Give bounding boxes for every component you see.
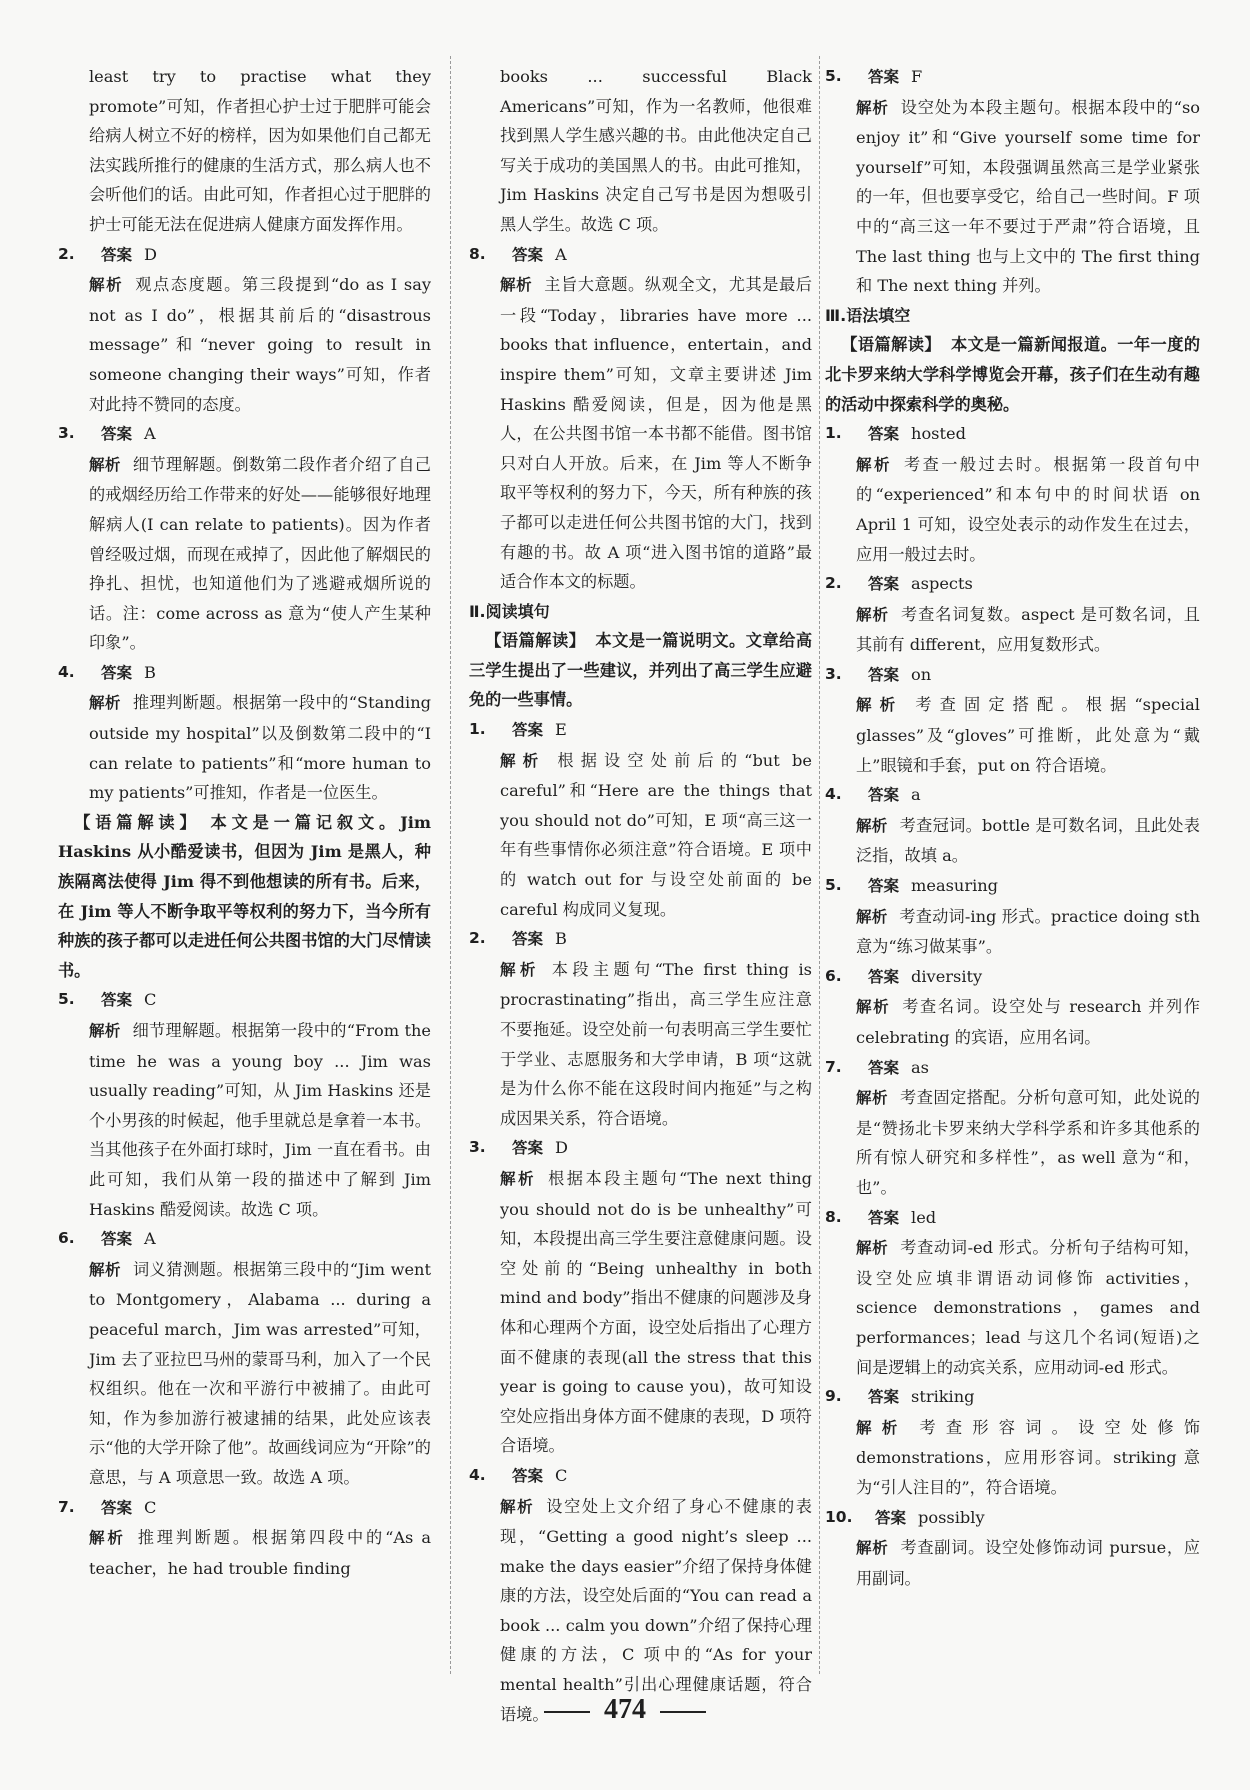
answer-label: 答案 bbox=[875, 1508, 907, 1527]
question-number: 1. bbox=[469, 720, 486, 739]
answer-line bbox=[58, 419, 431, 450]
explanation bbox=[469, 270, 812, 597]
question-number: 4. bbox=[825, 785, 842, 804]
answer-line bbox=[825, 1382, 1200, 1413]
summary-text: 本文是一篇说明文。文章给高三学生提出了一些建议，并列出了高三学生应避免的一些事情。 bbox=[469, 631, 813, 710]
question-number: 7. bbox=[58, 1497, 75, 1516]
passage-summary bbox=[825, 330, 1200, 419]
explanation bbox=[825, 450, 1200, 569]
paragraph-text: books ... successful Black Americans”可知，作为一名教师，他很难找到黑人学生感兴趣的书。由此他决定自己写关于成功的美国黑人的书。由此可推知，Jim Haskins 决定自己写书是因为想吸引黑人学生。故选 C 项。 bbox=[500, 67, 812, 234]
explanation-text: 细节理解题。根据第一段中的“From the time he was a young boy ... Jim was usually reading”可知，从 Jim Haskins 还是个小男孩的时候起，他手里就总是拿着一本书。当其他孩子在外面打球时，Jim 一直在看书。由此可知，我们从第一段的描述中了解到 Jim Haskins 酷爱阅读。故选 C 项。 bbox=[89, 1021, 431, 1219]
explanation-text: 考查动词-ed 形式。分析句子结构可知，设空处应填非谓语动词修饰 activities，science demonstrations，games and performances；lead 与这几个名词(短语)之间是逻辑上的动宾关系，应用动词-ed 形式。 bbox=[856, 1238, 1200, 1377]
explanation-label: 解析 bbox=[500, 751, 546, 770]
answer-value: on bbox=[911, 664, 932, 684]
answer-value: led bbox=[911, 1207, 937, 1227]
explanation-text: 考查名词复数。aspect 是可数名词，且其前有 different，应用复数形式。 bbox=[856, 604, 1200, 655]
explanation-label: 解析 bbox=[500, 1169, 537, 1188]
answer-line bbox=[825, 1503, 1200, 1534]
column-right bbox=[825, 62, 1200, 1593]
answer-label: 答案 bbox=[101, 425, 133, 444]
explanation bbox=[825, 1413, 1200, 1503]
explanation bbox=[825, 1533, 1200, 1593]
explanation-label: 解析 bbox=[89, 694, 121, 713]
answer-content bbox=[868, 62, 922, 93]
explanation-text: 考查固定搭配。根据“special glasses”及“gloves”可推断，此处意为“戴上”眼镜和手套，put on 符合语境。 bbox=[856, 695, 1200, 775]
explanation-text: 细节理解题。倒数第二段作者介绍了自己的戒烟经历给工作带来的好处——能够很好地理解病人(I can relate to patients)。因为作者曾经吸过烟，而现在戒掉了，因此他了解烟民的挣扎、担忧，也知道他们为了逃避戒烟所说的话。注：come across as 意为“使人产生某种印象”。 bbox=[89, 454, 431, 653]
answer-content bbox=[512, 715, 567, 746]
question-number: 2. bbox=[469, 929, 486, 948]
answer-content bbox=[101, 985, 156, 1016]
explanation-label: 解析 bbox=[856, 1539, 889, 1558]
answer-line bbox=[469, 1461, 812, 1492]
column-divider bbox=[450, 56, 451, 1674]
explanation bbox=[825, 600, 1200, 660]
explanation bbox=[825, 1083, 1200, 1202]
answer-value: C bbox=[555, 1465, 568, 1485]
explanation-label: 解析 bbox=[89, 1529, 126, 1548]
explanation-text: 考查固定搭配。分析句意可知，此处说的是“赞扬北卡罗来纳大学科学系和许多其他系的所有惊人研究和多样性”，as well 意为“和，也”。 bbox=[856, 1088, 1200, 1197]
answer-value: B bbox=[144, 662, 156, 682]
answer-content bbox=[101, 1493, 156, 1524]
answer-value: C bbox=[144, 990, 157, 1010]
continued-text bbox=[58, 62, 431, 240]
answer-label: 答案 bbox=[101, 663, 133, 682]
explanation-label: 解析 bbox=[500, 276, 533, 295]
answer-label: 答案 bbox=[868, 425, 900, 444]
summary-text: 本文是一篇新闻报道。一年一度的北卡罗来纳大学科学博览会开幕，孩子们在生动有趣的活动中探索科学的奥秘。 bbox=[825, 335, 1201, 414]
explanation-text: 考查名词。设空处与 research 并列作 celebrating 的宾语，应用名词。 bbox=[856, 997, 1200, 1047]
answer-value: B bbox=[555, 929, 567, 949]
answer-value: A bbox=[144, 424, 156, 444]
explanation-text: 考查形容词。设空处修饰 demonstrations，应用形容词。striking 意为“引人注目的”，符合语境。 bbox=[856, 1417, 1200, 1497]
section-heading: Ⅲ.语法填空 bbox=[825, 305, 911, 325]
answer-line bbox=[825, 962, 1200, 993]
question-number: 3. bbox=[469, 1138, 486, 1157]
answer-value: D bbox=[144, 244, 157, 264]
answer-line bbox=[825, 780, 1200, 811]
answer-value: measuring bbox=[911, 876, 999, 896]
paragraph-text: least try to practise what they promote”可知，作者担心护士过于肥胖可能会给病人树立不好的榜样，因为如果他们自己都无法实践所推行的健康的生活方式，那么病人也不会听他们的话。由此可知，作者担心过于肥胖的护士可能无法在促进病人健康方面发挥作用。 bbox=[89, 67, 431, 234]
answer-label: 答案 bbox=[868, 1388, 900, 1407]
question-number: 4. bbox=[58, 662, 75, 681]
answer-value: a bbox=[911, 785, 921, 805]
answer-label: 答案 bbox=[512, 930, 544, 949]
explanation-label: 解析 bbox=[856, 605, 889, 624]
question-number: 6. bbox=[825, 966, 842, 985]
question-number: 5. bbox=[825, 67, 842, 85]
answer-value: hosted bbox=[911, 424, 966, 444]
explanation-text: 考查一般过去时。根据第一段首句中的“experienced”和本句中的时间状语 on April 1 可知，设空处表示的动作发生在过去，应用一般过去时。 bbox=[856, 454, 1200, 564]
answer-line bbox=[58, 1224, 431, 1255]
explanation bbox=[58, 688, 431, 807]
explanation bbox=[469, 955, 812, 1134]
answer-label: 答案 bbox=[101, 991, 133, 1010]
explanation-label: 解析 bbox=[856, 816, 888, 835]
column-divider bbox=[819, 56, 820, 1674]
answer-line bbox=[58, 240, 431, 271]
answer-value: as bbox=[911, 1057, 929, 1077]
question-number: 5. bbox=[58, 990, 75, 1009]
explanation-label: 解析 bbox=[856, 907, 888, 926]
section-heading: Ⅱ.阅读填句 bbox=[469, 601, 550, 621]
answer-value: C bbox=[144, 1497, 157, 1517]
answer-label: 答案 bbox=[868, 1208, 900, 1227]
page-number: 474 bbox=[604, 1694, 646, 1725]
explanation-text: 考查冠词。bottle 是可数名词，且此处表泛指，故填 a。 bbox=[856, 815, 1200, 866]
explanation-label: 解析 bbox=[89, 455, 121, 474]
explanation-label: 解析 bbox=[856, 98, 889, 117]
answer-content bbox=[868, 1203, 936, 1234]
question-number: 1. bbox=[825, 424, 842, 443]
explanation-label: 解析 bbox=[856, 1089, 889, 1108]
question-number: 10. bbox=[825, 1507, 853, 1526]
answer-value: striking bbox=[911, 1387, 975, 1407]
summary-text: 本文是一篇记叙文。Jim Haskins 从小酷爱读书，但因为 Jim 是黑人，种族隔离法使得 Jim 得不到他想读的所有书。后来，在 Jim 等人不断争取平等权利的努力下，当今所有种族的孩子都可以走进任何公共图书馆的大门尽情读书。 bbox=[58, 812, 432, 980]
answer-content bbox=[868, 780, 921, 811]
answer-content bbox=[101, 419, 156, 450]
question-number: 7. bbox=[825, 1057, 842, 1076]
answer-line bbox=[825, 1053, 1200, 1084]
answer-value: diversity bbox=[911, 966, 983, 986]
answer-value: A bbox=[555, 244, 567, 264]
footer-dash-right bbox=[660, 1711, 706, 1713]
explanation-label: 解析 bbox=[856, 696, 904, 715]
explanation bbox=[58, 1255, 431, 1493]
explanation-label: 解析 bbox=[500, 1497, 535, 1516]
answer-label: 答案 bbox=[868, 68, 900, 86]
explanation bbox=[469, 1164, 812, 1461]
answer-line bbox=[825, 871, 1200, 902]
answer-line bbox=[469, 1133, 812, 1164]
answer-label: 答案 bbox=[512, 1466, 544, 1485]
answer-label: 答案 bbox=[868, 1058, 900, 1077]
answer-label: 答案 bbox=[868, 575, 900, 594]
explanation-text: 推理判断题。根据第一段中的“Standing outside my hospital”以及倒数第二段中的“I can relate to patients”和“more human to my patients”可推知，作者是一位医生。 bbox=[89, 693, 431, 803]
question-number: 6. bbox=[58, 1229, 75, 1248]
answer-label: 答案 bbox=[101, 1230, 133, 1249]
explanation-text: 词义猜测题。根据第三段中的“Jim went to Montgomery，Alabama ... during a peaceful march，Jim was arrested”可知，Jim 去了亚拉巴马州的蒙哥马利，加入了一个民权组织。他在一次和平游行中被捕了。由此可知，作为参加游行被逮捕的结果，此处应该表示“他的大学开除了他”。故画线词应为“开除”的意思，与 A 项意思一致。故选 A 项。 bbox=[89, 1259, 431, 1487]
explanation bbox=[58, 1523, 431, 1583]
passage-summary bbox=[58, 808, 431, 986]
answer-content bbox=[512, 1461, 567, 1492]
answer-line bbox=[825, 62, 1200, 93]
explanation-label: 解析 bbox=[856, 1418, 908, 1437]
answer-label: 答案 bbox=[101, 245, 133, 264]
continued-text bbox=[469, 62, 812, 240]
answer-line bbox=[825, 1203, 1200, 1234]
answer-content bbox=[868, 1053, 929, 1084]
explanation-label: 解析 bbox=[89, 1260, 121, 1279]
answer-content bbox=[868, 1382, 975, 1413]
answer-line bbox=[825, 660, 1200, 691]
answer-content bbox=[875, 1503, 985, 1534]
explanation-text: 考查副词。设空处修饰动词 pursue，应用副词。 bbox=[856, 1538, 1200, 1588]
page-footer bbox=[0, 1694, 1250, 1726]
answer-label: 答案 bbox=[512, 721, 544, 740]
explanation-text: 主旨大意题。纵观全文，尤其是最后一段“Today，libraries have more ... books that influence，entertain，and inspire them”可知，文章主要讲述 Jim Haskins 酷爱阅读，但是，因为他是黑人，在公共图书馆一本书都不能借。图书馆只对白人开放。后来，在 Jim 等人不断争取平等权利的努力下，今天，所有种族的孩子都可以走进任何公共图书馆的大门，找到有趣的书。故 A 项“进入图书馆的道路”最适合作本文的标题。 bbox=[500, 275, 812, 592]
explanation-text: 考查动词-ing 形式。practice doing sth 意为“练习做某事”。 bbox=[856, 906, 1200, 957]
explanation bbox=[58, 270, 431, 419]
summary-label: 【语篇解读】 bbox=[841, 335, 941, 355]
explanation-text: 观点态度题。第三段提到“do as I say not as I do”，根据其前后的“disastrous message”和“never going to result in someone changing their ways”可知，作者对此持不赞同的态度。 bbox=[89, 275, 431, 414]
explanation-label: 解析 bbox=[500, 960, 540, 979]
answer-value: possibly bbox=[918, 1507, 985, 1527]
answer-line bbox=[469, 924, 812, 955]
explanation-label: 解析 bbox=[89, 276, 124, 295]
explanation-text: 根据本段主题句“The next thing you should not do is be unhealthy”可知，本段提出高三学生要注意健康问题。设空处前的“Being unhealthy in both mind and body”指出不健康的问题涉及身体和心理两个方面，设空处后指出了心理方面不健康的表现(all the stress that this year is going to cause you)，故可知设空处应指出身体方面不健康的表现，D 项符合语境。 bbox=[500, 1168, 812, 1456]
question-number: 5. bbox=[825, 876, 842, 895]
question-number: 8. bbox=[825, 1207, 842, 1226]
answer-content bbox=[512, 240, 567, 271]
answer-content bbox=[868, 871, 998, 902]
answer-value: D bbox=[555, 1138, 568, 1158]
explanation-text: 本段主题句“The first thing is procrastinating”指出，高三学生应注意不要拖延。设空处前一句表明高三学生要忙于学业、志愿服务和大学申请，B 项“这就是为什么你不能在这段时间内拖延”与之构成因果关系，符合语境。 bbox=[500, 959, 812, 1128]
explanation bbox=[825, 992, 1200, 1052]
answer-line bbox=[58, 658, 431, 689]
explanation-text: 推理判断题。根据第四段中的“As a teacher，he had trouble finding bbox=[89, 1528, 431, 1578]
column-left bbox=[58, 62, 431, 1583]
summary-label: 【语篇解读】 bbox=[485, 631, 586, 651]
answer-content bbox=[101, 240, 157, 271]
explanation-text: 设空处上文介绍了身心不健康的表现，“Getting a good night’s sleep ... make the days easier”介绍了保持身体健康的方法，设空处后面的“You can read a book ... calm you down”介绍了保持心理健康的方法，C 项中的“As for your mental health”引出心理健康话题，符合语境。 bbox=[500, 1496, 812, 1724]
answer-line bbox=[825, 419, 1200, 450]
column-middle bbox=[469, 62, 812, 1729]
answer-label: 答案 bbox=[101, 1498, 133, 1517]
answer-label: 答案 bbox=[512, 1139, 544, 1158]
answer-value: A bbox=[144, 1229, 156, 1249]
explanation-label: 解析 bbox=[89, 1022, 121, 1040]
question-number: 2. bbox=[825, 574, 842, 593]
answer-value: E bbox=[555, 720, 567, 740]
explanation bbox=[825, 811, 1200, 871]
question-number: 3. bbox=[58, 424, 75, 443]
answer-value: aspects bbox=[911, 574, 973, 594]
footer-dash-left bbox=[544, 1711, 590, 1713]
answer-label: 答案 bbox=[512, 245, 544, 264]
answer-line bbox=[469, 240, 812, 271]
answer-label: 答案 bbox=[868, 967, 900, 986]
answer-line bbox=[58, 985, 431, 1016]
explanation-text: 根据设空处前后的“but be careful”和“Here are the things that you should not do”可知，E 项“高三这一年有些事情你必须注意”符合语境。E 项中的 watch out for 与设空处前面的 be careful 构成同义复现。 bbox=[500, 750, 812, 919]
answer-content bbox=[512, 1133, 568, 1164]
question-number: 2. bbox=[58, 244, 75, 263]
question-number: 8. bbox=[469, 244, 486, 263]
explanation-label: 解析 bbox=[856, 1239, 889, 1258]
answer-content bbox=[868, 569, 973, 600]
question-number: 3. bbox=[825, 664, 842, 683]
question-number: 4. bbox=[469, 1465, 486, 1484]
answer-line bbox=[825, 569, 1200, 600]
explanation bbox=[58, 1016, 431, 1224]
explanation bbox=[469, 746, 812, 925]
explanation bbox=[825, 902, 1200, 962]
answer-label: 答案 bbox=[868, 877, 900, 896]
answer-value: F bbox=[911, 67, 923, 86]
explanation bbox=[825, 1233, 1200, 1382]
answer-label: 答案 bbox=[868, 665, 900, 684]
answer-content bbox=[512, 924, 567, 955]
answer-content bbox=[868, 962, 982, 993]
explanation bbox=[825, 690, 1200, 780]
summary-label: 【语篇解读】 bbox=[74, 812, 201, 832]
question-number: 9. bbox=[825, 1387, 842, 1406]
answer-content bbox=[101, 658, 156, 689]
explanation bbox=[825, 93, 1200, 301]
answer-line bbox=[469, 715, 812, 746]
explanation-label: 解析 bbox=[856, 998, 891, 1017]
explanation bbox=[58, 450, 431, 658]
answer-content bbox=[868, 419, 966, 450]
answer-line bbox=[58, 1493, 431, 1524]
answer-content bbox=[101, 1224, 156, 1255]
answer-content bbox=[868, 660, 931, 691]
answer-label: 答案 bbox=[868, 786, 900, 805]
explanation-label: 解析 bbox=[856, 455, 892, 474]
passage-summary bbox=[469, 626, 812, 715]
explanation-text: 设空处为本段主题句。根据本段中的“so enjoy it”和“Give yourself some time for yourself”可知，本段强调虽然高三是学业紧张的一年，但也要享受它，给自己一些时间。F 项中的“高三这一年不要过于严肃”符合语境，且 The last thing 也与上文中的 The first thing 和 The next thing 并列。 bbox=[856, 97, 1200, 296]
